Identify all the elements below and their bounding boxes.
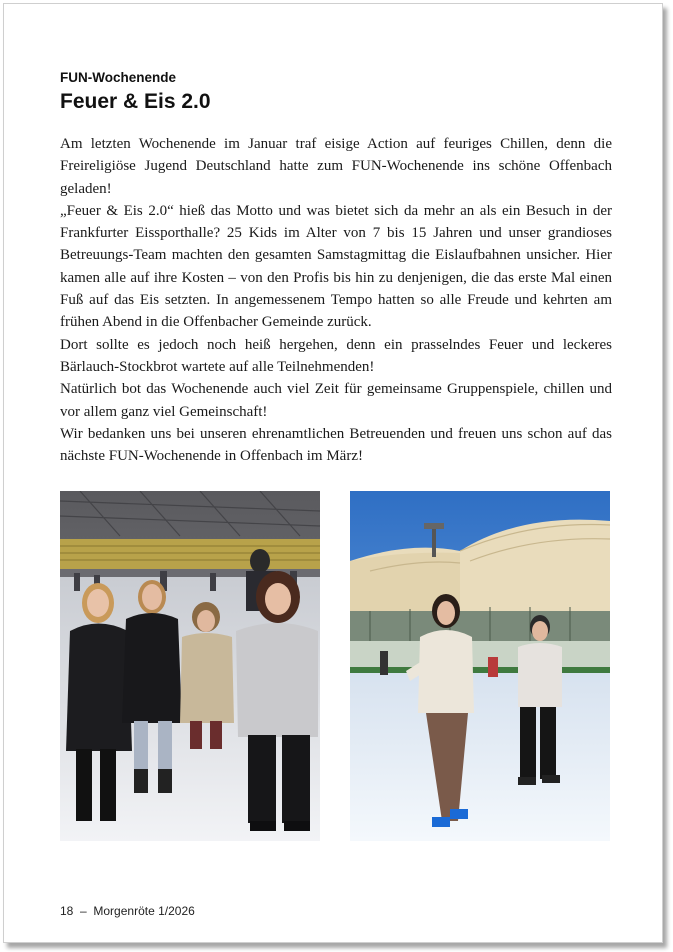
article-headline: Feuer & Eis 2.0 xyxy=(60,90,211,113)
footer-separator: – xyxy=(80,904,87,918)
paragraph: „Feuer & Eis 2.0“ hieß das Motto und was bietet sich da mehr an als ein Besuch in der Frankfurter Eissporthalle? 25 Kids im Alter von 7 bis 15 Jahren und unser grandioses Betreuungs-Team machten den gesamten Samstagmittag die Eislaufbahnen unsicher. Hier kamen alle auf ihre Kosten – von den Profis bis hin zu denjenigen, die das erste Mal einen Fuß auf das Eis setzten. In angemessenem Tempo hatten so alle Freude und kehrten am frühen Abend in die Offenbacher Gemeinde zurück. xyxy=(60,202,612,331)
article-kicker: FUN-Wochenende xyxy=(60,70,177,85)
photo-group-ice-rink xyxy=(60,491,320,841)
photo-skaters-illustration xyxy=(350,491,610,841)
photo-group-illustration xyxy=(60,491,320,841)
paragraph: Natürlich bot das Wochenende auch viel Zeit für gemeinsame Gruppenspiele, chillen und vor allem ganz viel Gemeinschaft! xyxy=(60,381,612,420)
document-page xyxy=(3,3,663,943)
paragraph: Wir bedanken uns bei unseren ehrenamtlichen Betreuenden und freuen uns schon auf das nächste FUN-Wochenende in Offenbach im März! xyxy=(60,425,612,465)
photo-skaters-outdoor-rink xyxy=(350,491,610,841)
article-body xyxy=(60,133,612,467)
page-number: 18 xyxy=(60,904,74,918)
paragraph: Am letzten Wochenende im Januar traf eisige Action auf feuriges Chillen, denn die Freireligiöse Jugend Deutschland hatte zum FUN-Wochenende ins schöne Offenbach geladen! xyxy=(60,136,612,197)
page-footer xyxy=(60,904,195,918)
publication-name: Morgenröte 1/2026 xyxy=(93,904,195,918)
paragraph: Dort sollte es jedoch noch heiß hergehen, denn ein prasselndes Feuer und leckeres Bärlauch-Stockbrot wartete auf alle Teilnehmenden! xyxy=(60,336,612,375)
